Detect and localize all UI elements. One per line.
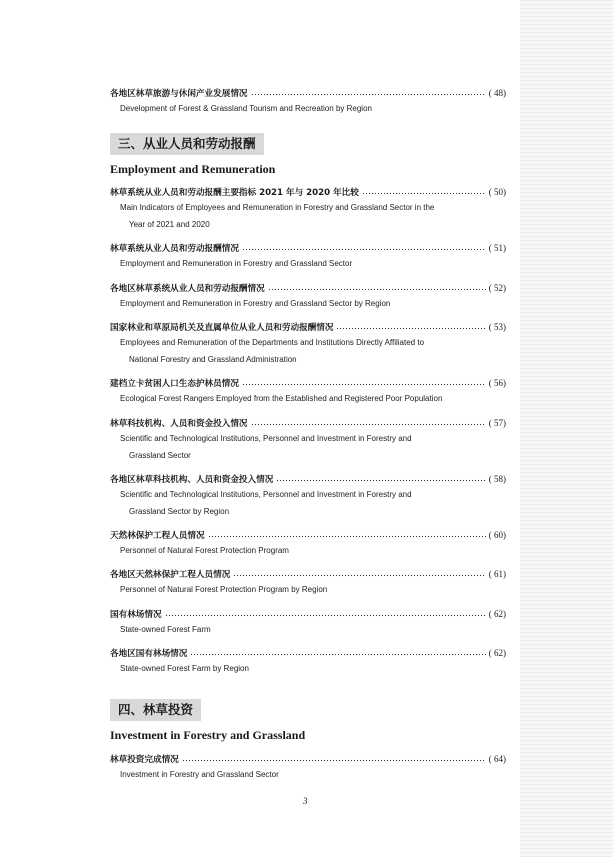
section-heading-cn: 四、林草投资 xyxy=(110,699,201,721)
entry-en-title: Personnel of Natural Forest Protection Program xyxy=(120,546,289,555)
entry-en-title-cont: Grassland Sector xyxy=(129,451,191,460)
toc-entry[interactable] xyxy=(110,752,506,783)
entry-page: ( 58) xyxy=(488,474,506,484)
margin-stripes xyxy=(520,0,613,857)
dot-leader xyxy=(336,327,485,330)
section-heading-cn: 三、从业人员和劳动报酬 xyxy=(110,133,264,155)
page-number: 3 xyxy=(303,796,308,806)
toc-entry[interactable] xyxy=(110,567,506,598)
entry-en-title: Personnel of Natural Forest Protection Program by Region xyxy=(120,585,328,594)
toc-entry[interactable] xyxy=(110,416,506,464)
section-heading-en: Investment in Forestry and Grassland xyxy=(110,728,306,742)
toc-page xyxy=(110,0,506,857)
toc-entry[interactable] xyxy=(110,376,506,407)
toc-entry[interactable] xyxy=(110,472,506,520)
entry-en-title: Employment and Remuneration in Forestry and Grassland Sector by Region xyxy=(120,299,391,308)
entry-en-title-cont: National Forestry and Grassland Administration xyxy=(129,355,297,364)
entry-page: ( 51) xyxy=(488,243,506,253)
entry-cn-title: 林草系统从业人员和劳动报酬主要指标 2021 年与 2020 年比较 xyxy=(110,188,359,198)
dot-leader xyxy=(242,248,486,251)
entry-cn-title: 建档立卡贫困人口生态护林员情况 xyxy=(110,379,239,389)
entry-cn-title: 林草投资完成情况 xyxy=(110,755,179,765)
entry-cn-title: 各地区林草旅游与休闲产业发展情况 xyxy=(110,89,248,99)
entry-cn-title: 各地区天然林保护工程人员情况 xyxy=(110,570,231,580)
entry-en-title: Ecological Forest Rangers Employed from the Established and Registered Poor Population xyxy=(120,394,443,403)
entry-cn-title: 林草系统从业人员和劳动报酬情况 xyxy=(110,244,239,254)
entry-en-title: Employees and Remuneration of the Departments and Institutions Directly Affiliated to xyxy=(120,338,425,347)
entry-page: ( 62) xyxy=(488,648,506,658)
dot-leader xyxy=(268,288,486,291)
entry-page: ( 52) xyxy=(488,283,506,293)
dot-leader xyxy=(242,383,486,386)
dot-leader xyxy=(190,653,485,656)
entry-cn-title: 天然林保护工程人员情况 xyxy=(110,531,205,541)
entry-en-title: Scientific and Technological Institutions, Personnel and Investment in Forestry and xyxy=(120,434,412,443)
entry-page: ( 57) xyxy=(488,418,506,428)
dot-leader xyxy=(276,479,485,482)
entry-en-title: Employment and Remuneration in Forestry and Grassland Sector xyxy=(120,259,353,268)
entry-en-title: Development of Forest & Grassland Tourism and Recreation by Region xyxy=(120,104,372,113)
toc-entry[interactable] xyxy=(110,281,506,312)
entry-cn-title: 各地区国有林场情况 xyxy=(110,649,188,659)
entry-page: ( 61) xyxy=(488,569,506,579)
entry-page: ( 48) xyxy=(488,88,506,98)
entry-en-title: State-owned Forest Farm by Region xyxy=(120,664,249,673)
dot-leader xyxy=(251,423,486,426)
dot-leader xyxy=(208,535,486,538)
dot-leader xyxy=(165,614,486,617)
toc-entry[interactable] xyxy=(110,607,506,638)
entry-page: ( 53) xyxy=(488,322,506,332)
entry-page: ( 56) xyxy=(488,378,506,388)
dot-leader xyxy=(362,192,486,195)
entry-en-title-cont: Grassland Sector by Region xyxy=(129,507,230,516)
toc-entry[interactable] xyxy=(110,185,506,233)
entry-en-title: Scientific and Technological Institutions, Personnel and Investment in Forestry and xyxy=(120,490,412,499)
entry-page: ( 50) xyxy=(488,187,506,197)
entry-page: ( 60) xyxy=(488,530,506,540)
entry-cn-title: 林草科技机构、人员和资金投入情况 xyxy=(110,419,248,429)
entry-en-title-cont: Year of 2021 and 2020 xyxy=(129,220,210,229)
entry-page: ( 62) xyxy=(488,609,506,619)
entry-en-title: State-owned Forest Farm xyxy=(120,625,211,634)
entry-en-title: Main Indicators of Employees and Remuneration in Forestry and Grassland Sector in the xyxy=(120,203,435,212)
entry-cn-title: 国家林业和草原局机关及直属单位从业人员和劳动报酬情况 xyxy=(110,323,334,333)
toc-entry[interactable] xyxy=(110,320,506,368)
toc-entry[interactable] xyxy=(110,86,506,117)
entry-page: ( 64) xyxy=(488,754,506,764)
entry-cn-title: 各地区林草系统从业人员和劳动报酬情况 xyxy=(110,284,265,294)
entry-cn-title: 国有林场情况 xyxy=(110,610,162,620)
section-heading-en: Employment and Remuneration xyxy=(110,162,276,176)
dot-leader xyxy=(182,759,486,762)
toc-entry[interactable] xyxy=(110,528,506,559)
toc-entry[interactable] xyxy=(110,241,506,272)
entry-en-title: Investment in Forestry and Grassland Sector xyxy=(120,770,279,779)
entry-cn-title: 各地区林草科技机构、人员和资金投入情况 xyxy=(110,475,274,485)
dot-leader xyxy=(233,574,485,577)
toc-entry[interactable] xyxy=(110,646,506,677)
dot-leader xyxy=(251,93,486,96)
